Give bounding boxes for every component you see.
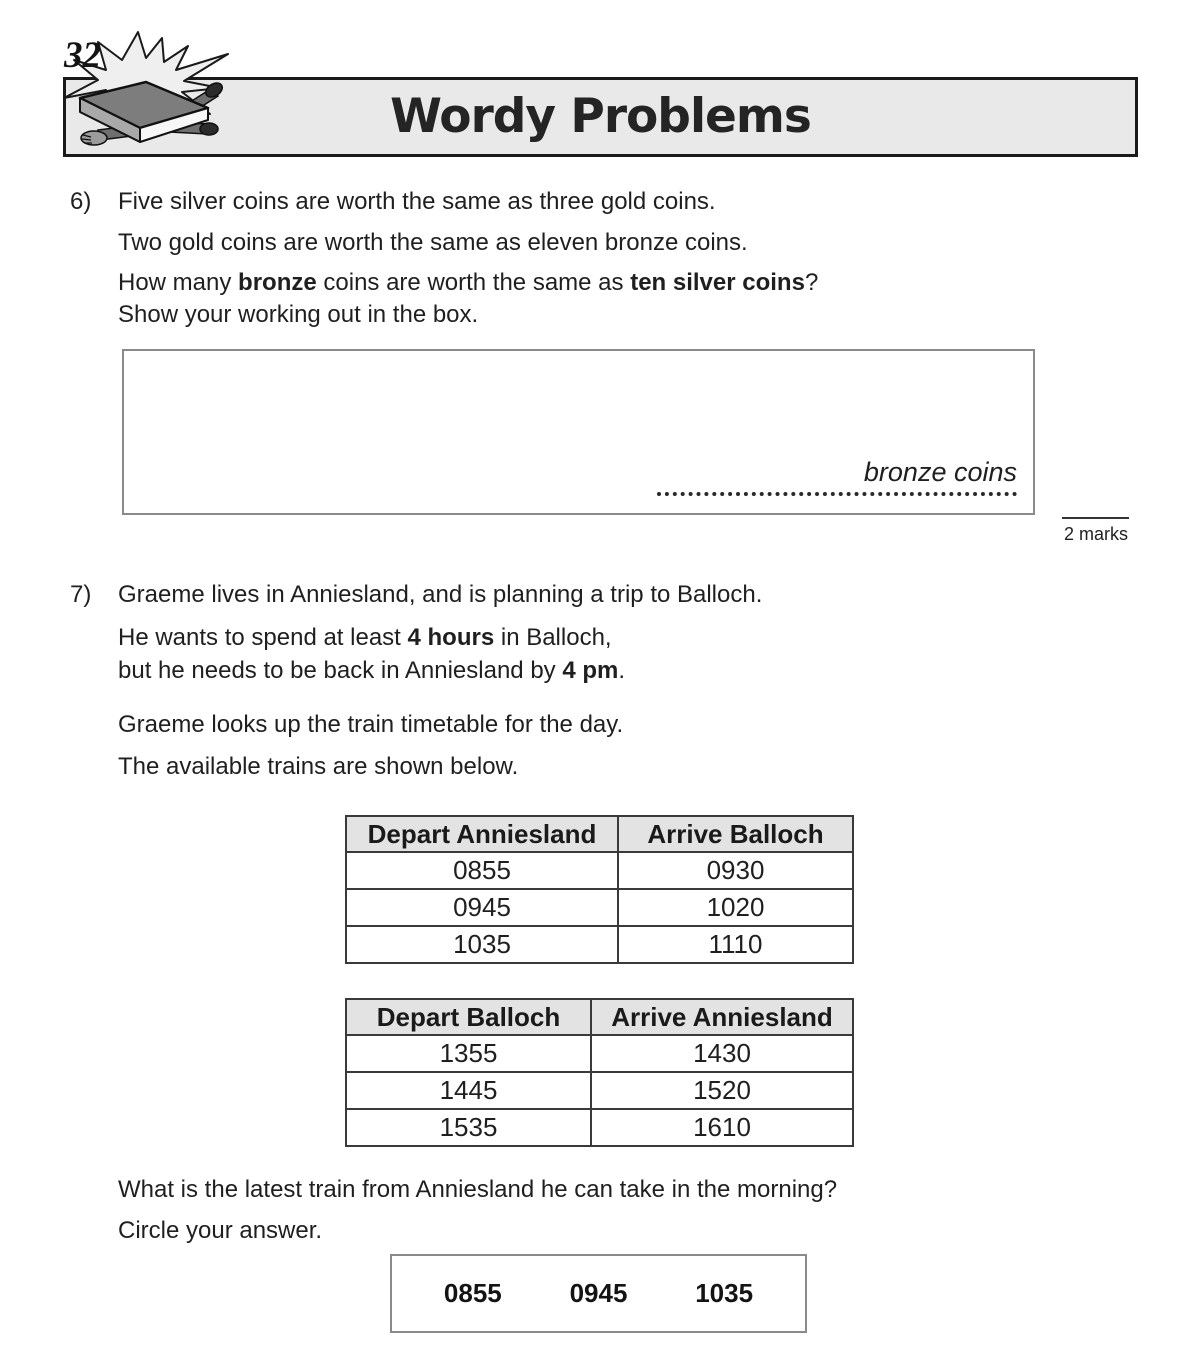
- table-row: [346, 926, 853, 963]
- text-segment-bold: 4 hours: [407, 624, 495, 651]
- table-cell: 1430: [591, 1035, 853, 1072]
- q7-final-question: What is the latest train from Anniesland he can take in the morning?: [118, 1176, 838, 1203]
- timetable-balloch-to-anniesland: [345, 998, 854, 1147]
- table-header-cell: Arrive Anniesland: [591, 999, 853, 1035]
- table-row: [346, 1109, 853, 1146]
- table-header-cell: Depart Anniesland: [346, 816, 618, 852]
- text-segment: .: [618, 657, 626, 684]
- page-title: Wordy Problems: [390, 89, 811, 144]
- q6-number: 6): [70, 188, 92, 215]
- table-row: [346, 889, 853, 926]
- answer-unit-label: bronze coins: [863, 457, 1017, 487]
- q6-line-3: [118, 269, 818, 298]
- timetable-anniesland-to-balloch: [345, 815, 854, 964]
- answer-dotted-line[interactable]: [657, 492, 1017, 496]
- text-segment: ?: [804, 269, 819, 296]
- table-cell: 1355: [346, 1035, 591, 1072]
- table-cell: 1020: [618, 889, 853, 926]
- table-header-cell: Depart Balloch: [346, 999, 591, 1035]
- table-header-row: [346, 999, 853, 1035]
- q7-instruction: Circle your answer.: [118, 1217, 323, 1244]
- q6-line-4: Show your working out in the box.: [118, 301, 479, 328]
- table-cell: 0855: [346, 852, 618, 889]
- page-number: 32: [64, 35, 101, 76]
- text-segment: He wants to spend at least: [118, 624, 408, 651]
- text-segment: coins are worth the same as: [316, 269, 631, 296]
- text-segment: in Balloch,: [494, 624, 612, 651]
- q7-line-5: The available trains are shown below.: [118, 753, 519, 780]
- answer-option-1035[interactable]: 1035: [695, 1278, 754, 1308]
- q7-number: 7): [70, 581, 92, 608]
- text-segment-bold: 4 pm: [562, 657, 619, 684]
- table-cell: 0945: [346, 889, 618, 926]
- marks-line: [1062, 517, 1129, 519]
- table-cell: 0930: [618, 852, 853, 889]
- table-cell: 1520: [591, 1072, 853, 1109]
- table-cell: 1610: [591, 1109, 853, 1146]
- q7-line-3: [118, 657, 625, 686]
- q7-line-4: Graeme looks up the train timetable for the day.: [118, 711, 624, 738]
- circle-answer-box: [390, 1254, 807, 1333]
- answer-option-0945[interactable]: 0945: [569, 1278, 628, 1308]
- table-row: [346, 1072, 853, 1109]
- table-row: [346, 852, 853, 889]
- marks-label: 2 marks: [1063, 524, 1128, 544]
- text-segment: How many: [118, 269, 239, 296]
- table-cell: 1035: [346, 926, 618, 963]
- table-cell: 1110: [618, 926, 853, 963]
- text-segment: but he needs to be back in Anniesland by: [118, 657, 563, 684]
- table-cell: 1445: [346, 1072, 591, 1109]
- q7-line-1: Graeme lives in Anniesland, and is planning a trip to Balloch.: [118, 581, 763, 608]
- table-row: [346, 1035, 853, 1072]
- q6-line-1: Five silver coins are worth the same as three gold coins.: [118, 188, 716, 215]
- table-cell: 1535: [346, 1109, 591, 1146]
- answer-option-0855[interactable]: 0855: [443, 1278, 502, 1308]
- q7-line-2: [118, 624, 612, 653]
- table-header-cell: Arrive Balloch: [618, 816, 853, 852]
- text-segment-bold: ten silver coins: [630, 269, 805, 296]
- working-out-box[interactable]: [122, 349, 1035, 515]
- text-segment-bold: bronze: [238, 269, 317, 296]
- table-header-row: [346, 816, 853, 852]
- q6-line-2: Two gold coins are worth the same as eleven bronze coins.: [118, 229, 748, 256]
